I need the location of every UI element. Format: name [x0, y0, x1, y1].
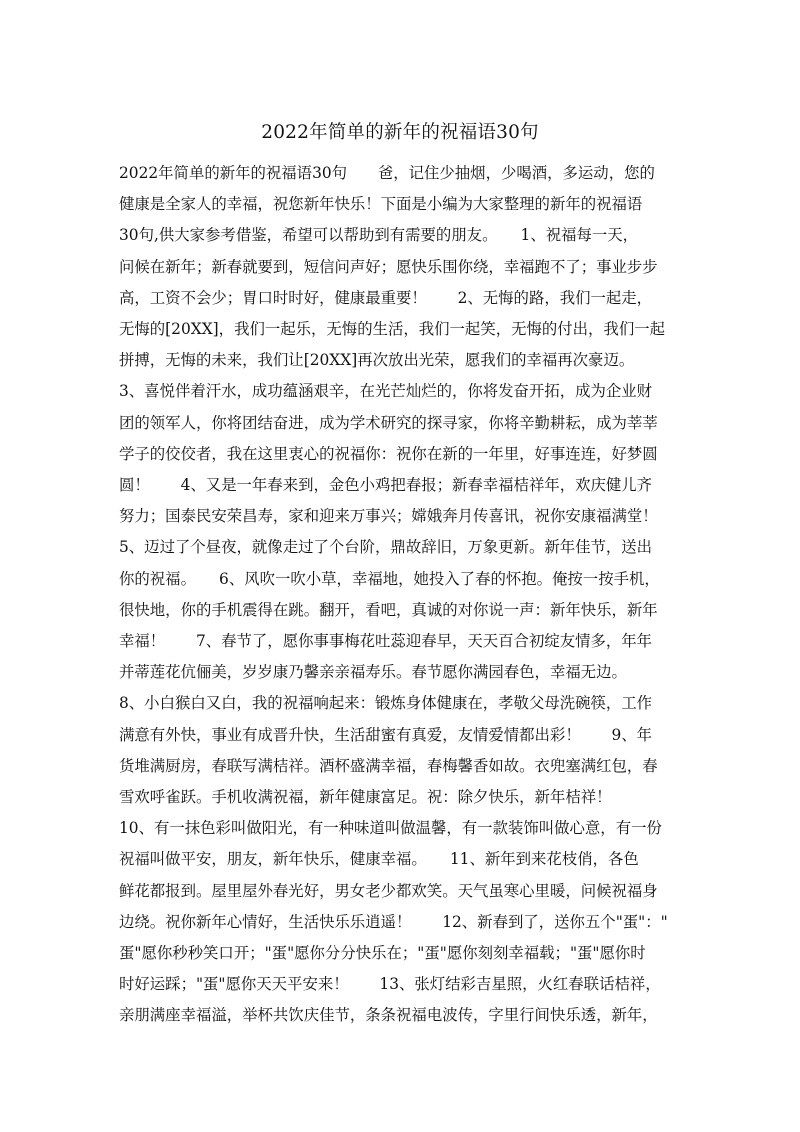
document-title: 2022年简单的新年的祝福语30句 — [261, 122, 539, 143]
body-line: 3、喜悦伴着汗水，成功蕴涵艰辛，在光芒灿烂的，你将发奋开拓，成为企业财 — [119, 382, 653, 401]
body-line: 亲朋满座幸福溢，举杯共饮庆佳节，条条祝福电波传，字里行间快乐透，新年， — [119, 1006, 658, 1025]
body-line: 无悔的[20XX]，我们一起乐，无悔的生活，我们一起笑，无悔的付出，我们一起 — [119, 320, 666, 338]
body-line: 5、迈过了个昼夜，就像走过了个台阶，鼎故辞旧，万象更新。新年佳节，送出 — [119, 538, 653, 557]
body-line: 你的祝福。 6、风吹一吹小草，幸福地，她投入了春的怀抱。俺按一按手机， — [119, 569, 660, 588]
body-line: 拼搏，无悔的未来，我们让[20XX]再次放出光荣，愿我们的幸福再次豪迈。 — [119, 351, 635, 370]
body-line: 圆！ 4、又是一年春来到，金色小鸡把春报；新春幸福桔祥年，欢庆健儿齐 — [119, 476, 653, 494]
body-line: 2022年简单的新年的祝福语30句 爸，记住少抽烟，少喝酒，多运动，您的 — [119, 164, 655, 182]
body-line: 鲜花都报到。屋里屋外春光好，男女老少都欢笑。天气虽寒心里暖，问候祝福身 — [119, 881, 658, 900]
body-line: 30句,供大家参考借鉴，希望可以帮助到有需要的朋友。 1、祝福每一天， — [119, 226, 639, 245]
body-line: 努力；国泰民安荣昌寿，家和迎来万事兴；嫦娥奔月传喜讯，祝你安康福满堂！ — [119, 507, 658, 526]
body-line: 团的领军人，你将团结奋进，成为学术研究的探寻家，你将辛勤耕耘，成为莘莘 — [119, 413, 658, 432]
body-line: 高，工资不会少；胃口时时好，健康最重要！ 2、无悔的路，我们一起走， — [119, 288, 653, 307]
body-line: 8、小白猴白又白，我的祝福响起来：锻炼身体健康在，孝敬父母洗碗筷，工作 — [119, 694, 653, 713]
body-line: 很快地，你的手机震得在跳。翻开，看吧，真诚的对你说一声：新年快乐，新年 — [119, 600, 658, 619]
body-line: 并蒂莲花伉俪美，岁岁康乃馨亲亲福寿乐。春节愿你满园春色，幸福无边。 — [119, 663, 627, 682]
body-line: 边绕。祝你新年心情好，生活快乐乐逍遥！ 12、新春到了，送你五个"蛋"：" — [119, 912, 668, 931]
body-line: 时好运踩；"蛋"愿你天天平安来！ 13、张灯结彩吉星照，火红春联话桔祥， — [119, 975, 661, 994]
body-line: 蛋"愿你秒秒笑口开；"蛋"愿你分分快乐在；"蛋"愿你刻刻幸福载；"蛋"愿你时 — [119, 944, 646, 962]
body-line: 货堆满厨房，春联写满桔祥。酒杯盛满幸福，春梅馨香如故。衣兜塞满红包，春 — [119, 756, 658, 775]
body-line: 祝福叫做平安，朋友，新年快乐，健康幸福。 11、新年到来花枝俏，各色 — [119, 850, 639, 869]
body-line: 问候在新年；新春就要到，短信问声好；愿快乐围你绕，幸福跑不了；事业步步 — [119, 257, 658, 276]
body-line: 雪欢呼雀跃。手机收满祝福，新年健康富足。祝：除夕快乐，新年桔祥！ — [119, 788, 612, 806]
body-line: 满意有外快，事业有成晋升快，生活甜蜜有真爱，友情爱情都出彩！ 9、年 — [119, 725, 653, 744]
body-line: 学子的佼佼者，我在这里衷心的祝福你：祝你在新的一年里，好事连连，好梦圆 — [119, 444, 658, 463]
body-line: 健康是全家人的幸福，祝您新年快乐！下面是小编为大家整理的新年的祝福语 — [119, 195, 643, 214]
body-line: 10、有一抹色彩叫做阳光，有一种味道叫做温馨，有一款装饰叫做心意，有一份 — [119, 819, 662, 838]
body-line: 幸福！ 7、春节了，愿你事事梅花吐蕊迎春早，天天百合初绽友情多，年年 — [119, 632, 653, 650]
